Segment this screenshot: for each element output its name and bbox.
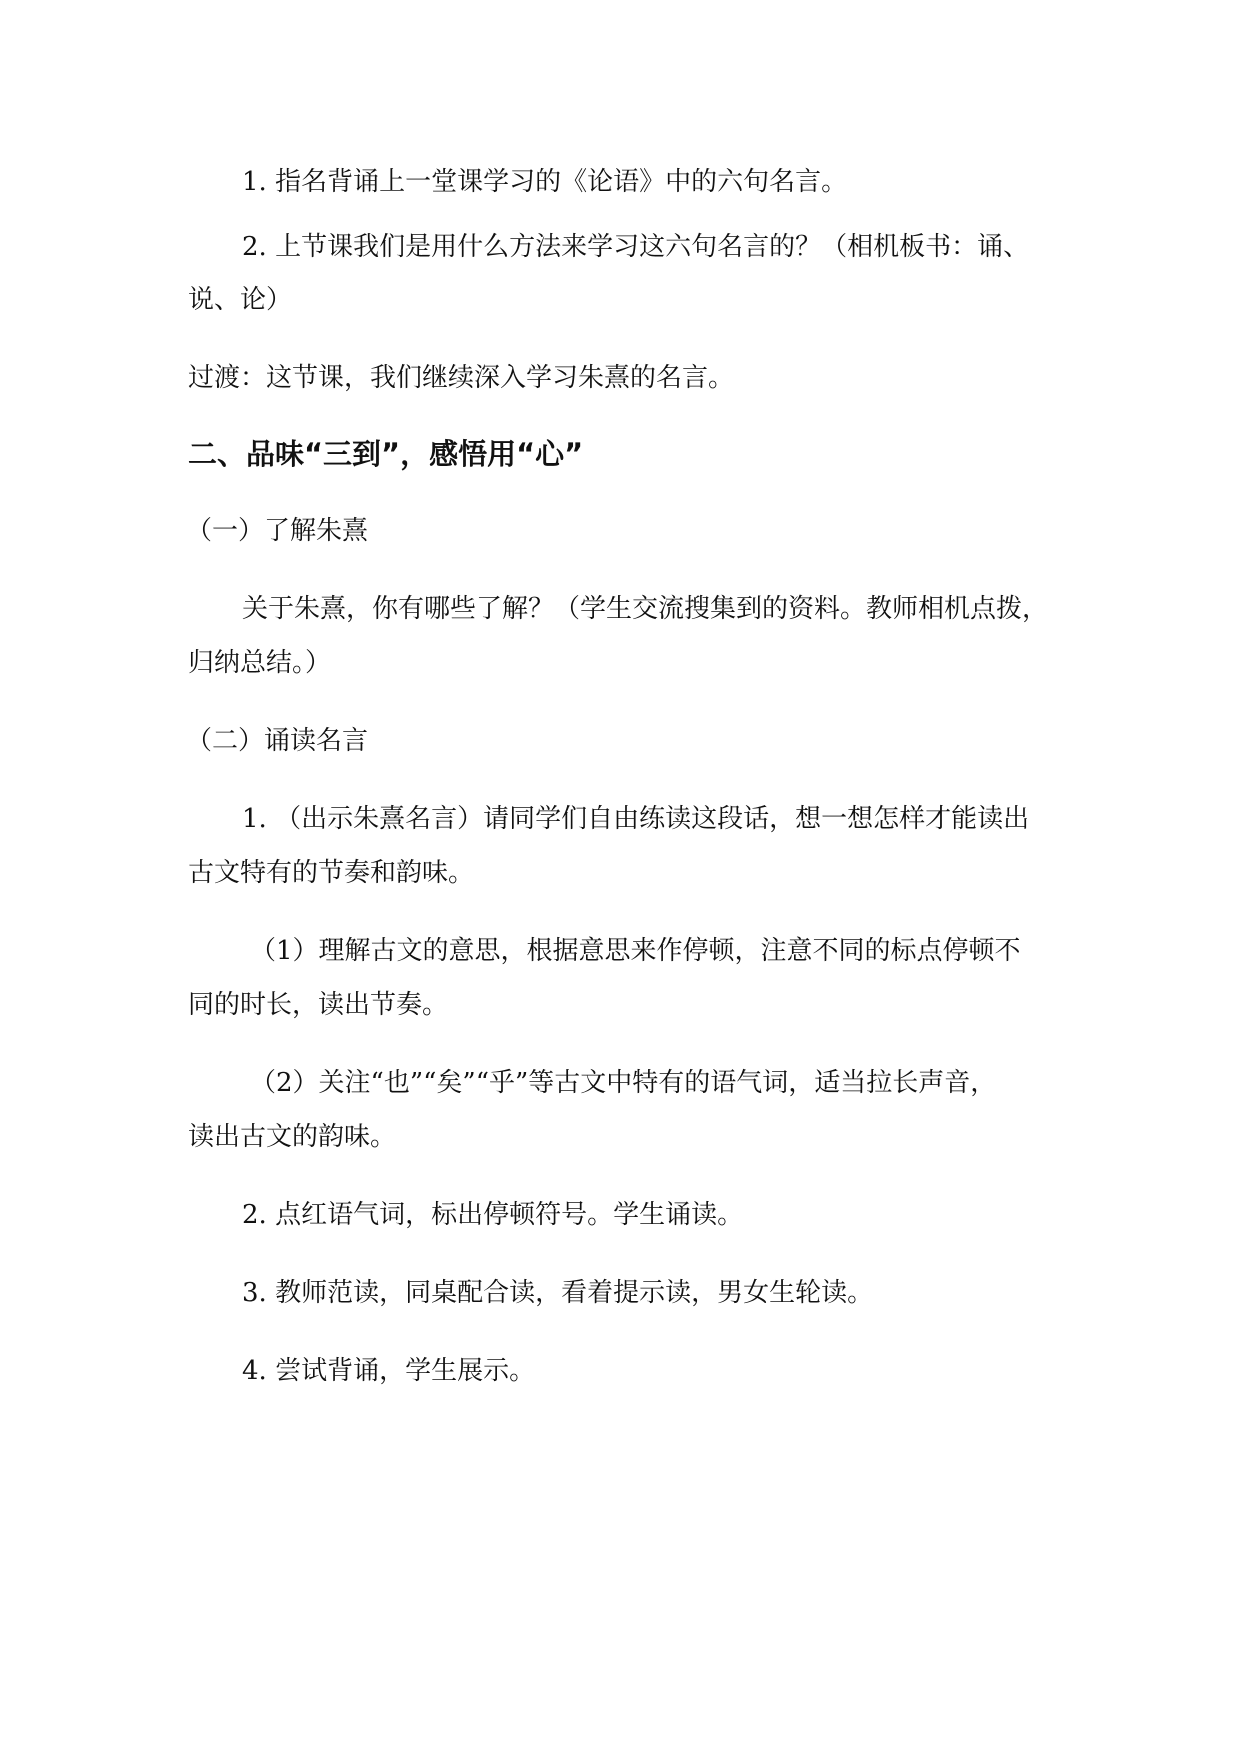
- part-1-title: （一）了解朱熹: [186, 516, 369, 546]
- sub-point-1-line-1: （1）理解古文的意思，根据意思来作停顿，注意不同的标点停顿不: [250, 936, 1021, 966]
- step-1-line-2: 古文特有的节奏和韵味。: [188, 858, 475, 888]
- step-2: 2. 点红语气词，标出停顿符号。学生诵读。: [242, 1200, 744, 1230]
- sub-point-2-line-1: （2）关注“也”“矣”“乎”等古文中特有的语气词，适当拉长声音，: [250, 1068, 997, 1098]
- section-2-heading: 二、品味“三到”，感悟用“心”: [188, 437, 584, 471]
- sub-point-2-line-2: 读出古文的韵味。: [188, 1122, 397, 1152]
- review-item-2-line-1: 2. 上节课我们是用什么方法来学习这六句名言的？（相机板书：诵、: [242, 232, 1030, 262]
- part-1-paragraph-line-1: 关于朱熹，你有哪些了解？（学生交流搜集到的资料。教师相机点拨，: [242, 594, 1049, 624]
- sub-point-1-line-2: 同的时长，读出节奏。: [188, 990, 449, 1020]
- part-2-title: （二）诵读名言: [186, 726, 369, 756]
- transition-text: 过渡：这节课，我们继续深入学习朱熹的名言。: [188, 363, 735, 393]
- step-3: 3. 教师范读，同桌配合读，看着提示读，男女生轮读。: [242, 1278, 874, 1308]
- review-item-2-line-2: 说、论）: [188, 285, 293, 315]
- step-1-line-1: 1. （出示朱熹名言）请同学们自由练读这段话，想一想怎样才能读出: [242, 804, 1030, 834]
- review-item-1: 1. 指名背诵上一堂课学习的《论语》中的六句名言。: [242, 167, 848, 197]
- part-1-paragraph-line-2: 归纳总结。）: [188, 648, 332, 678]
- step-4: 4. 尝试背诵，学生展示。: [242, 1356, 536, 1386]
